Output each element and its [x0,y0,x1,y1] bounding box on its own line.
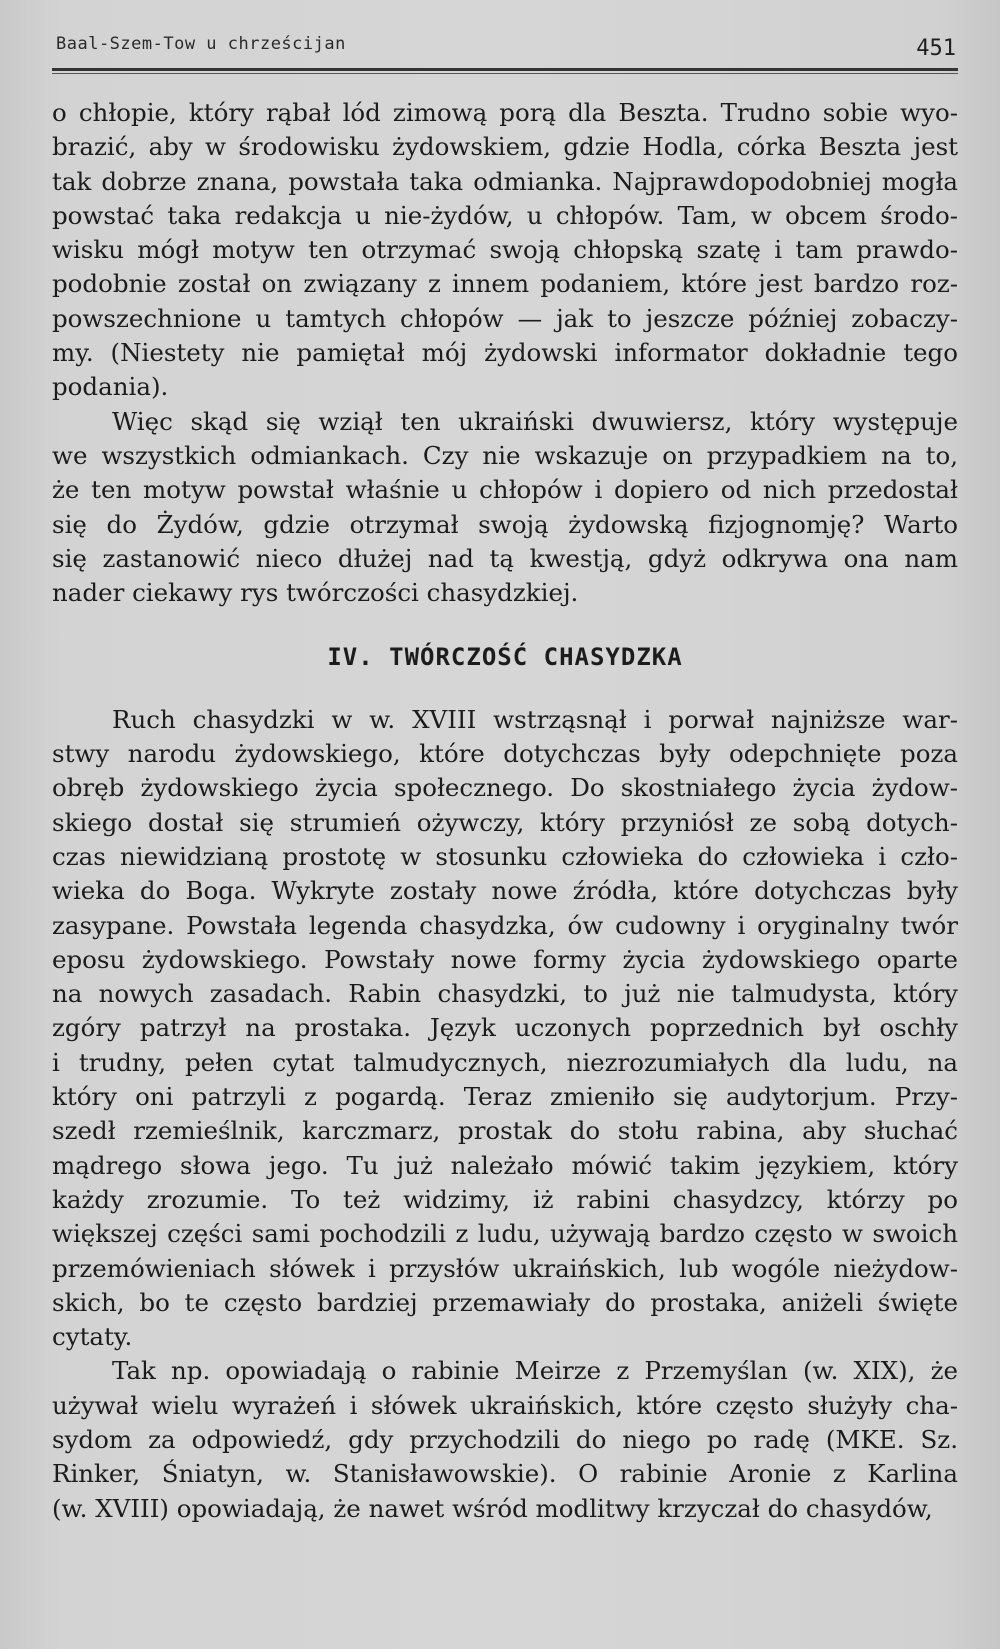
text-line: brazić, aby w środowisku żydowskiem, gdzie Hodla, córka Beszta jest [52,132,958,162]
paragraph [52,1354,958,1525]
text-line: wieka do Boga. Wykryte zostały nowe źródła, które dotychczas były [52,876,958,906]
text-line: sydom za odpowiedź, gdy przychodzili do niego po radę (MKE. Sz. [52,1424,958,1454]
text-line: Tak np. opowiadają o rabinie Meirze z Przemyślan (w. XIX), że [112,1356,958,1386]
text-line: my. (Niestety nie pamiętał mój żydowski informator dokładnie tego [52,338,958,368]
text-line: o chłopie, który rąbał lód zimową porą dla Beszta. Trudno sobie wyo- [52,98,958,127]
text-line: się do Żydów, gdzie otrzymał swoją żydowską fizjognomję? Warto [52,509,958,539]
text-line: przemówieniach słówek i przysłów ukraińskich, lub wogóle nieżydow- [52,1253,958,1283]
text-line: i trudny, pełen cytat talmudycznych, niezrozumiałych dla ludu, na [52,1047,958,1077]
text-line: zasypane. Powstała legenda chasydzka, ów cudowny i oryginalny twór [52,910,958,940]
text-line: Rinker, Śniatyn, w. Stanisławowskie). O rabinie Aronie z Karlina [52,1459,958,1489]
text-line: powszechnione u tamtych chłopów — jak to jeszcze później zobaczy- [52,303,958,333]
text-line: wisku mógł motyw ten otrzymać swoją chłopską szatę i tam prawdo- [52,235,958,265]
text-line: nader ciekawy rys twórczości chasydzkiej. [52,578,579,608]
text-line: stwy narodu żydowskiego, które dotychczas były odepchnięte poza [52,739,958,769]
paragraph [52,96,958,405]
text-line: Więc skąd się wziął ten ukraiński dwuwiersz, który występuje [112,406,958,436]
text-line: który oni patrzyli z pogardą. Teraz zmieniło się audytorjum. Przy- [52,1082,958,1112]
paragraph [52,703,958,1355]
paragraph [52,405,958,611]
header-rule-thin [52,73,958,74]
text-line: czas niewidzianą prostotę w stosunku człowieka do człowieka i czło- [52,841,958,871]
paragraphs-after [52,703,958,1526]
text-line: na nowych zasadach. Rabin chasydzki, to już nie talmudysta, który [52,979,958,1009]
text-line: zgóry patrzył na prostaka. Język uczonych poprzednich był oschły [52,1013,958,1043]
text-line: się zastanowić nieco dłużej nad tą kwestją, gdyż odkrywa ona nam [52,543,958,573]
text-line: że ten motyw powstał właśnie u chłopów i dopiero od nich przedostał [52,475,958,505]
text-line: Ruch chasydzki w w. XVIII wstrząsnął i porwał najniższe war- [112,704,958,734]
text-line: we wszystkich odmiankach. Czy nie wskazuje on przypadkiem na to, [52,440,958,470]
text-line: podania). [52,372,169,402]
text-line: szedł rzemieślnik, karczmarz, prostak do stołu rabina, aby słuchać [52,1116,958,1146]
text-line: większej części sami pochodzili z ludu, używają bardzo często w swoich [52,1219,958,1249]
section-heading: IV. TWÓRCZOŚĆ CHASYDZKA [327,643,683,672]
text-line: cytaty. [52,1322,133,1352]
text-line: (w. XVIII) opowiadają, że nawet wśród modlitwy krzyczał do chasydów, [52,1493,933,1523]
page-number: 451 [916,36,956,61]
text-line: każdy zrozumie. To też widzimy, iż rabini chasydzcy, którzy po [52,1184,958,1214]
header-rule [52,68,958,71]
text-line: skich, bo te często bardziej przemawiały do prostaka, aniżeli święte [52,1287,958,1317]
paragraphs-before [52,96,958,610]
text-line: obręb żydowskiego życia społecznego. Do skostniałego życia żydow- [52,773,958,803]
running-head [52,30,958,64]
text-line: tak dobrze znana, powstała taka odmianka. Najprawdopodobniej mogła [52,166,958,196]
text-line: podobnie został on związany z innem podaniem, które jest bardzo roz- [52,269,958,299]
text-line: używał wielu wyrażeń i słówek ukraińskich, które często służyły cha- [52,1390,958,1420]
body-text [52,96,958,1526]
text-line: skiego dostał się strumień ożywczy, który przyniósł ze sobą dotych- [52,807,958,837]
text-line: powstać taka redakcja u nie-żydów, u chłopów. Tam, w obcem środo- [52,200,958,230]
running-title: Baal-Szem-Tow u chrześcijan [56,34,346,54]
text-line: mądrego słowa jego. Tu już należało mówić takim językiem, który [52,1150,958,1180]
text-line: eposu żydowskiego. Powstały nowe formy życia żydowskiego oparte [52,944,958,974]
